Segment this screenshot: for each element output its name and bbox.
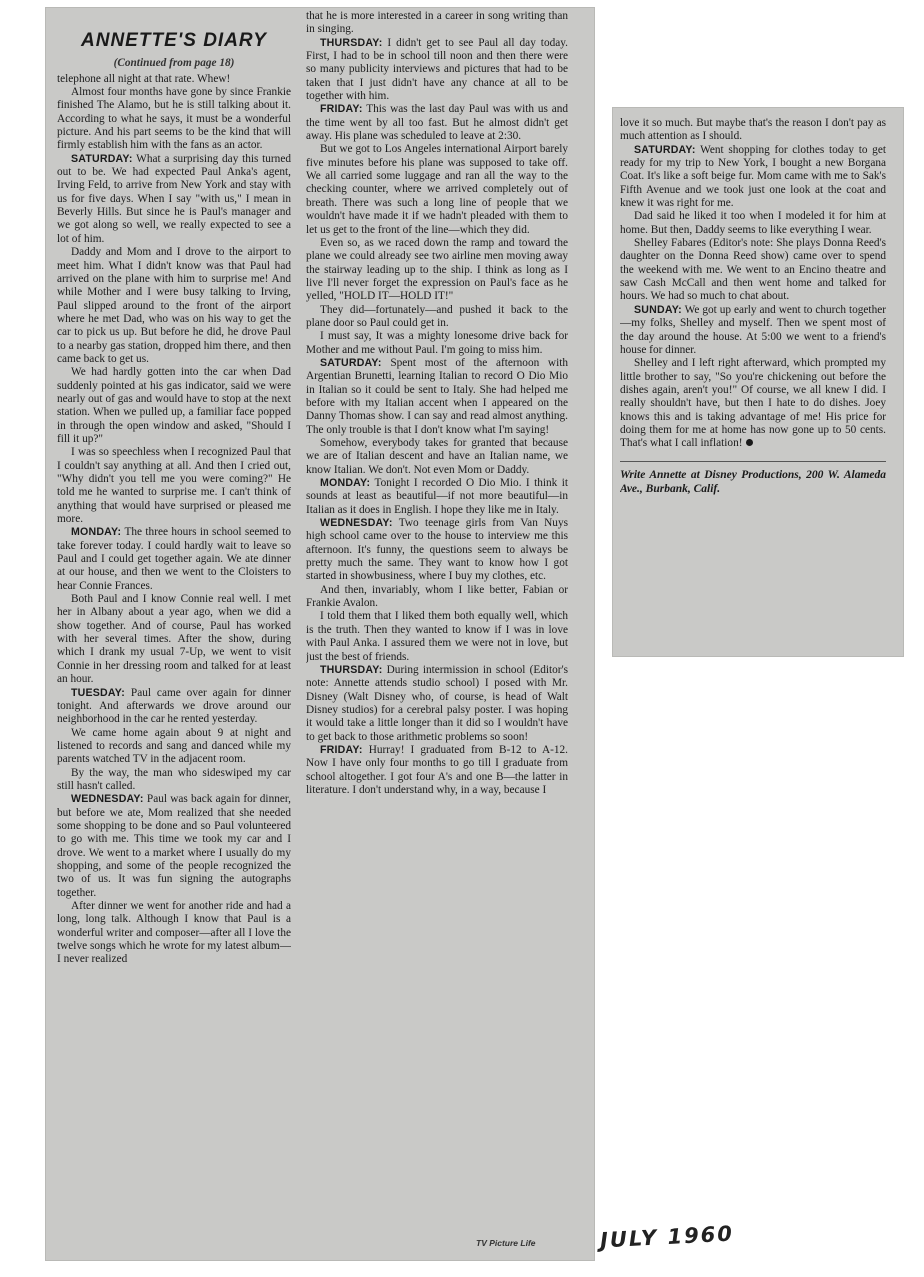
side-column: [620, 117, 886, 647]
diary-paragraph: [306, 304, 568, 331]
article-title: ANNETTE'S DIARY: [81, 30, 267, 51]
paragraph-text: Two teenage girls from Van Nuys high school came over to the house to interview me this afternoon. It's funny, the questions seem to always be pretty much the same. They want to know how I got started in showbusiness, where I buy my clothes, etc.: [306, 517, 568, 583]
left-paragraphs: [57, 73, 291, 967]
diary-paragraph: [57, 446, 291, 526]
day-heading: FRIDAY:: [320, 743, 363, 756]
day-heading: WEDNESDAY:: [320, 517, 393, 530]
paragraph-text: Shelley and I left right afterward, which prompted my little brother to say, "So you're chickening out before the dishes again, aren't you!" Of course, we all knew I did. I really shouldn't have, but then I hate to do dishes. Joey knows this and is taking advantage of me! His price for doing them for me at home has now gone up to 50 cents. That's what I call inflation!: [620, 357, 886, 450]
paragraph-text: Somehow, everybody takes for granted that because we are of Italian descent and have an Italian name, we know Italian. We don't. Not even Mom or Daddy.: [306, 437, 568, 476]
paragraph-text: love it so much. But maybe that's the reason I don't pay as much attention as I should.: [620, 117, 886, 143]
middle-paragraphs: [306, 10, 568, 797]
paragraph-text: Paul was back again for dinner, but before we ate, Mom realized that she needed some shopping to be done and so Paul volunteered to go with me. This time we took my car and I drove. We went to a market where I usually do my shopping, and some of the people recognized the two of us. It was fun signing the autographs together.: [57, 793, 291, 899]
middle-column: [306, 10, 568, 1230]
paragraph-text: After dinner we went for another ride and had a long, long talk. Although I know that Paul is a wonderful writer and composer—after all I love the twelve songs which he wrote for my latest album—I never realized: [57, 900, 291, 966]
diary-paragraph: [306, 37, 568, 104]
diary-paragraph: [57, 593, 291, 686]
day-heading: SUNDAY:: [634, 303, 682, 316]
paragraph-text: I must say, It was a mighty lonesome drive back for Mother and me without Paul. I'm going to miss him.: [306, 330, 568, 356]
diary-paragraph: [306, 477, 568, 517]
paragraph-text: But we got to Los Angeles international Airport barely five minutes before his plane was supposed to take off. We all carried some luggage and ran all the way to the checking counter, where we arrived completely out of breath. There was such a long line of people that we wouldn't have made it if we hadn't pleaded with them to let us get to the front of the line—which they did.: [306, 143, 568, 236]
diary-paragraph: [306, 664, 568, 744]
paragraph-text: Even so, as we raced down the ramp and toward the plane we could already see two airline men moving away the stairway leading up to the ship. I think as long as I live I'll never forget the expression on Paul's face as he yelled, "HOLD IT—HOLD IT!": [306, 236, 568, 303]
paragraph-text: We came home again about 9 at night and listened to records and sang and danced while my parents watched TV in the adjacent room.: [57, 726, 291, 766]
day-heading: MONDAY:: [71, 526, 122, 539]
day-heading: SATURDAY:: [71, 152, 133, 165]
diary-paragraph: [620, 357, 886, 450]
paragraph-text: I didn't get to see Paul all day today. First, I had to be in school till noon and then there were so many publicity interviews and pictures that had to be taken that I just didn't have any chance at all to be together with him.: [306, 36, 568, 103]
diary-paragraph: [306, 584, 568, 611]
diary-paragraph: [57, 86, 291, 153]
left-column: [57, 28, 291, 1258]
day-heading: MONDAY:: [320, 477, 371, 490]
paragraph-text: What a surprising day this turned out to be. We had expected Paul Anka's agent, Irving Feld, to arrive from New York and stay with us for five days. When I say "with us," I mean in Beverly Hills. But since he is Paul's manager and we got along so well, we really expected to see a lot of him.: [57, 152, 291, 245]
paragraph-text: I was so speechless when I recognized Paul that I couldn't say anything at all. And then I cried out, "Why didn't you tell me you were coming?" He told me he wanted to surprise me. I can't think of anything that would have surprised or pleased me more.: [57, 446, 291, 526]
day-heading: THURSDAY:: [320, 663, 383, 676]
end-mark-icon: [746, 439, 753, 446]
diary-paragraph: [306, 517, 568, 584]
day-heading: FRIDAY:: [320, 103, 363, 116]
diary-paragraph: [306, 437, 568, 477]
write-annette-note: [620, 461, 886, 496]
side-paragraphs: [620, 117, 886, 451]
diary-paragraph: [620, 144, 886, 211]
diary-paragraph: [306, 10, 568, 37]
paragraph-text: that he is more interested in a career in song writing than in singing.: [306, 10, 568, 36]
paragraph-text: I told them that I liked them both equally well, which is the truth. Then they wanted to know if I was in love with Paul Anka. I assured them we were not in love, but just the best of friends.: [306, 610, 568, 663]
diary-paragraph: [620, 117, 886, 144]
day-heading: SATURDAY:: [634, 143, 696, 156]
paragraph-text: Paul came over again for dinner tonight. And afterwards we drove around our neighborhood in the car he rented yesterday.: [57, 686, 291, 726]
paragraph-text: During intermission in school (Editor's note: Annette attends studio school) I posed with Mr. Disney (Walt Disney who, of course, is head of Walt Disney studios) for a cerebral palsy poster. I was hoping it would take a little longer than it did so I wouldn't have to get back to those arithmetic problems so soon!: [306, 663, 568, 743]
diary-paragraph: [57, 727, 291, 767]
day-heading: WEDNESDAY:: [71, 793, 144, 806]
diary-paragraph: [57, 687, 291, 727]
diary-paragraph: [306, 143, 568, 236]
day-heading: THURSDAY:: [320, 36, 383, 49]
diary-paragraph: [57, 246, 291, 366]
diary-paragraph: [620, 304, 886, 357]
paragraph-text: Daddy and Mom and I drove to the airport to meet him. What I didn't know was that Paul had arrived on the plane with him to surprise me! And while Mother and I were busy talking to Irving, Paul slipped around to the front of the airport where he met Dad, who was on his way to get the car to pick us up. But before he did, he drove Paul to a nearby gas station, dropped him there, and then came back to get us.: [57, 246, 291, 365]
paragraph-text: Shelley Fabares (Editor's note: She plays Donna Reed's daughter on the Donna Reed show) came over to spend the weekend with me. We went to an Encino theatre and saw Cash McCall and then went home and talked for hours. We had so much to chat about.: [620, 237, 886, 303]
day-heading: TUESDAY:: [71, 686, 125, 699]
diary-paragraph: [306, 103, 568, 143]
diary-paragraph: [306, 330, 568, 357]
diary-paragraph: [620, 210, 886, 237]
paragraph-text: The three hours in school seemed to take forever today. I could hardly wait to leave so Paul and I could get together again. We ate dinner at our house, and then we went to the Cloisters to hear Connie Frances.: [57, 526, 291, 592]
write-annette-text: Write Annette at Disney Productions, 200 W. Alameda Ave., Burbank, Calif.: [620, 468, 886, 495]
paragraph-text: We had hardly gotten into the car when Dad suddenly pointed at his gas indicator, said we were nearly out of gas and would have to stop at the next station. When we pulled up, a familiar face popped in through the open window and asked, "Should I fill it up?": [57, 366, 291, 445]
paragraph-text: Hurray! I graduated from B-12 to A-12. Now I have only four months to go till I graduate from school altogether. I got four A's and one B—the latter in literature. I don't understand why, in a way, because I: [306, 743, 568, 796]
paragraph-text: They did—fortunately—and pushed it back to the plane door so Paul could get in.: [306, 303, 568, 329]
paragraph-text: Both Paul and I know Connie real well. I met her in Albany about a year ago, when we did a show together. And of course, Paul has worked with her several times. After the show, during which I drank my usual 7-Up, we went to visit Connie in her dressing room and talked for at least an hour.: [57, 593, 291, 686]
diary-paragraph: [306, 610, 568, 663]
diary-paragraph: [306, 357, 568, 437]
paragraph-text: By the way, the man who sideswiped my car still hasn't called.: [57, 766, 291, 792]
diary-paragraph: [57, 526, 291, 593]
day-heading: SATURDAY:: [320, 356, 382, 369]
diary-paragraph: [306, 744, 568, 797]
continued-note: (Continued from page 18): [113, 57, 235, 70]
paragraph-text: telephone all night at that rate. Whew!: [57, 72, 231, 85]
magazine-footer: TV Picture Life: [476, 1238, 536, 1248]
diary-paragraph: [620, 237, 886, 304]
diary-paragraph: [57, 153, 291, 246]
diary-paragraph: [306, 237, 568, 304]
paragraph-text: Tonight I recorded O Dio Mio. I think it sounds at least as beautiful—if not more beautiful—in Italian as it does in English. I hope they like me in Italy.: [306, 477, 568, 516]
handwritten-date: JULY 1960: [599, 1221, 735, 1253]
diary-paragraph: [57, 793, 291, 900]
diary-paragraph: [57, 73, 291, 86]
diary-paragraph: [57, 767, 291, 794]
diary-paragraph: [57, 366, 291, 446]
paragraph-text: Dad said he liked it too when I modeled it for him at home. But then, Daddy seems to like everything I wear.: [620, 210, 886, 236]
diary-paragraph: [57, 900, 291, 967]
paragraph-text: Went shopping for clothes today to get ready for my trip to New York, I bought a new Borgana Coat. It's like a soft beige fur. Mom came with me to Sak's Fifth Avenue and we took just one look at the coat and knew it was right for me.: [620, 143, 886, 210]
paragraph-text: Almost four months have gone by since Frankie finished The Alamo, but he is still talking about it. According to what he says, it must be a wonderful picture. And his part seems to be the kind that will firmly establish him with the fans as an actor.: [57, 86, 291, 152]
paragraph-text: Spent most of the afternoon with Argentian Brunetti, learning Italian to record O Dio Mio in Italian so it could be sent to Italy. She had helped me before with my Italian accent when I appeared on the Danny Thomas show. I can say and read almost anything. The only trouble is that I don't know what I'm saying!: [306, 356, 568, 436]
paragraph-text: This was the last day Paul was with us and the time went by all too fast. But he almost didn't get away. His plane was scheduled to leave at 2:30.: [306, 103, 568, 143]
paragraph-text: And then, invariably, whom I like better, Fabian or Frankie Avalon.: [306, 583, 568, 610]
paragraph-text: We got up early and went to church together—my folks, Shelley and myself. Then we spent most of the day around the house. At 5:00 we went to a friend's house for dinner.: [620, 303, 886, 356]
